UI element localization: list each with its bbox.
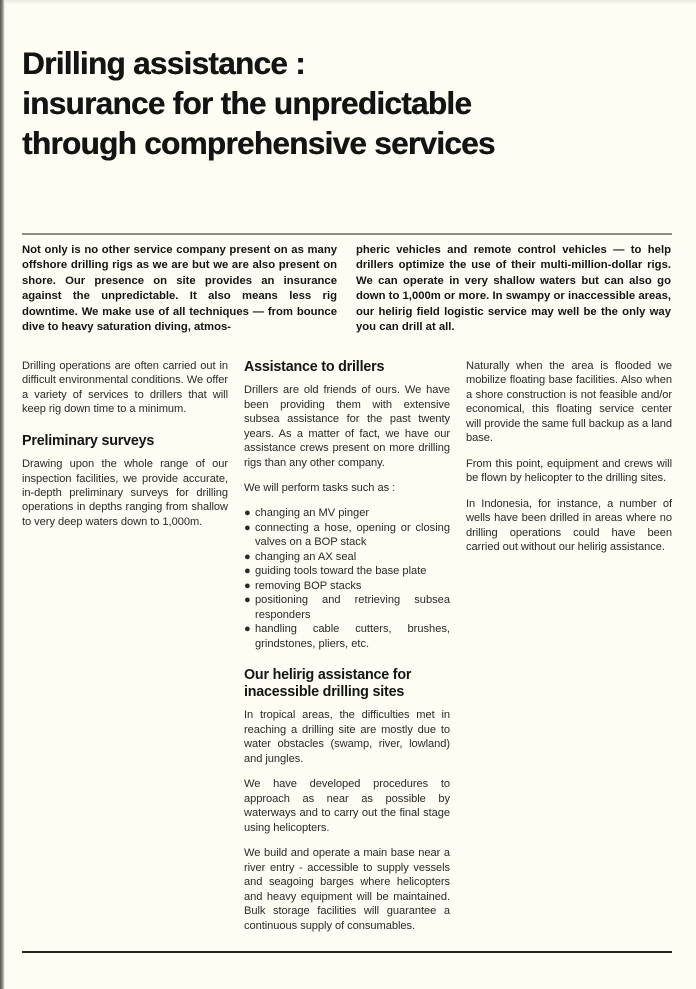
list-item-label: changing an MV pinger xyxy=(255,507,370,520)
page-title-line-1: Drilling assistance : xyxy=(22,45,305,82)
right-paragraph-1: Naturally when the area is flooded we mobilize floating base facilities. Also when a shore construction is not feasible and/or economical, this floating service center will provide the same full backup as a land base. xyxy=(466,360,672,445)
page-title-line-2: insurance for the unpredictable xyxy=(22,85,472,122)
intro-column-left: Not only is no other service company present on as many offshore drilling rigs as we are but we are also present on shore. Our presence on site provides an insurance against the unpredictable. It also means less rig downtime. We make use of all techniques — from bounce dive to heavy saturation diving, atmos- xyxy=(22,244,337,334)
list-item xyxy=(244,564,450,578)
body-column-left xyxy=(22,359,228,933)
body-column-middle xyxy=(244,359,450,933)
task-list xyxy=(244,506,450,651)
right-paragraph-2: From this point, equipment and crews will be flown by helicopter to the drilling sites. xyxy=(466,457,672,485)
middle-paragraph-5: We build and operate a main base near a river entry - accessible to supply vessels and seagoing barges where helicopters and heavy equipment will be maintained. Bulk storage facilities will guarantee a continuous supply of consumables. xyxy=(244,847,450,932)
bullet-icon: ● xyxy=(244,594,251,607)
list-item xyxy=(244,622,450,651)
left-surveys-paragraph: Drawing upon the whole range of our inspection facilities, we provide accurate, in-depth preliminary surveys for drilling operations in depths ranging from shallow to very deep waters down to 1,000m. xyxy=(22,458,228,528)
heading-helirig-line-2: inacessible drilling sites xyxy=(244,684,405,701)
list-item-label: removing BOP stacks xyxy=(255,579,362,592)
list-item-label: connecting a hose, opening or closing valves on a BOP stack xyxy=(255,521,450,549)
right-paragraph-3: In Indonesia, for instance, a number of wells have been drilled in areas where no drilling operations could have been carried out without our helirig assistance. xyxy=(466,497,672,554)
bullet-icon: ● xyxy=(244,579,251,592)
list-item xyxy=(244,550,450,564)
bullet-icon: ● xyxy=(244,550,251,563)
list-item xyxy=(244,579,450,593)
left-intro-paragraph: Drilling operations are often carried out in difficult environmental conditions. We offer a variety of services to drillers that will keep rig down time to a minimum. xyxy=(22,360,228,416)
bullet-icon: ● xyxy=(244,507,251,520)
page-title-line-3: through comprehensive services xyxy=(22,125,495,162)
middle-paragraph-4: We have developed procedures to approach as near as possible by waterways and to carry out the final stage using helicopters. xyxy=(244,778,450,834)
bullet-icon: ● xyxy=(244,565,251,578)
list-item-label: positioning and retrieving subsea responders xyxy=(255,594,450,621)
list-item xyxy=(244,521,450,550)
page-title xyxy=(22,43,672,163)
list-item-label: changing an AX seal xyxy=(255,550,357,563)
body-columns xyxy=(22,359,672,933)
horizontal-rule-top xyxy=(22,233,672,235)
middle-paragraph-2: We will perform tasks such as : xyxy=(244,481,396,494)
intro-column-right: pheric vehicles and remote control vehicles — to help drillers optimize the use of their multi-million-dollar rigs. We can operate in very shallow waters but can also go down to 1,000m or more. In swampy or inaccessible areas, our helirig field logistic service may well be the only way you can drill at all. xyxy=(356,244,671,334)
body-column-right xyxy=(466,359,672,933)
list-item xyxy=(244,506,450,520)
bullet-icon: ● xyxy=(244,521,251,534)
heading-assistance-to-drillers: Assistance to drillers xyxy=(244,359,385,375)
heading-helirig-assistance xyxy=(244,667,450,701)
list-item-label: handling cable cutters, brushes, grindstones, pliers, etc. xyxy=(255,623,450,650)
horizontal-rule-bottom xyxy=(22,951,672,953)
heading-preliminary-surveys: Preliminary surveys xyxy=(22,432,155,449)
middle-paragraph-1: Drillers are old friends of ours. We have been providing them with extensive subsea assistance for the past twenty years. As a matter of fact, we have our assistance crews present on more drilling rigs than any other company. xyxy=(244,384,450,469)
intro-block xyxy=(22,243,672,335)
bullet-icon: ● xyxy=(244,623,251,636)
middle-paragraph-3: In tropical areas, the difficulties met in reaching a drilling site are mostly due to water obstacles (swamp, river, lowland) and jungles. xyxy=(244,709,450,765)
heading-helirig-line-1: Our helirig assistance for xyxy=(244,667,412,684)
list-item xyxy=(244,593,450,622)
list-item-label: guiding tools toward the base plate xyxy=(255,565,427,578)
